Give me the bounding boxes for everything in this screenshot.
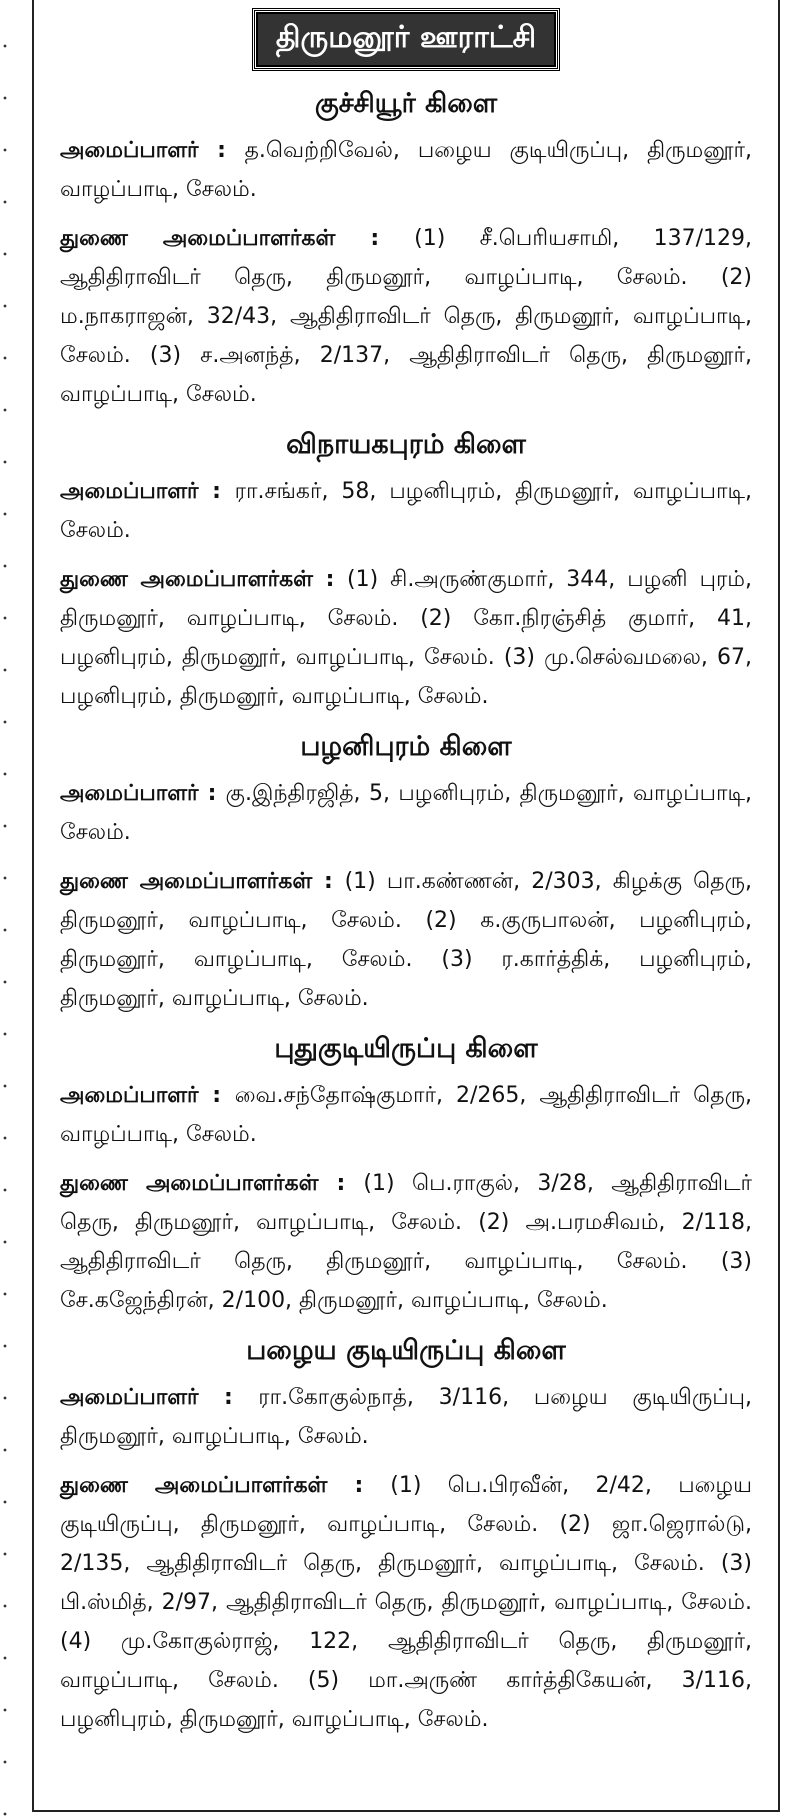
- deputies-label: துணை அமைப்பாளர்கள் :: [60, 869, 345, 894]
- deputies-entry: [60, 1164, 752, 1320]
- leader-text: த.வெற்றிவேல், பழைய குடியிருப்பு, திருமனூர், வாழப்பாடி, சேலம்.: [60, 138, 752, 202]
- section-title: குச்சியூர் கிளை: [314, 88, 498, 119]
- leader-label: அமைப்பாளர் :: [60, 1385, 258, 1410]
- banner-title: திருமனூர் ஊராட்சி: [256, 12, 556, 67]
- banner-wrap: [34, 0, 778, 67]
- article-content: [34, 67, 778, 1739]
- section-2: [60, 428, 752, 716]
- leader-label: அமைப்பாளர் :: [60, 1083, 235, 1108]
- section-title: விநாயகபுரம் கிளை: [286, 429, 526, 460]
- deputies-entry: [60, 560, 752, 716]
- deputies-entry: [60, 1466, 752, 1739]
- deputies-text: (1) சீ.பெரியசாமி, 137/129, ஆதிதிராவிடர் தெரு, திருமனூர், வாழப்பாடி, சேலம். (2) ம.நாகராஜன், 32/43, ஆதிதிராவிடர் தெரு, திருமனூர், வாழப்பாடி, சேலம். (3) ச.அனந்த், 2/137, ஆதிதிராவிடர் தெரு, திருமனூர், வாழப்பாடி, சேலம்.: [60, 226, 752, 407]
- section-title: பழைய குடியிருப்பு கிளை: [246, 1335, 566, 1366]
- deputies-text: (1) பெ.பிரவீன், 2/42, பழைய குடியிருப்பு, திருமனூர், வாழப்பாடி, சேலம். (2) ஜா.ஜெரால்டு, 2/135, ஆதிதிராவிடர் தெரு, திருமனூர், வாழப்பாடி, சேலம். (3) பி.ஸ்மித், 2/97, ஆதிதிராவிடர் தெரு, திருமனூர், வாழப்பாடி, சேலம். (4) மு.கோகுல்ராஜ், 122, ஆதிதிராவிடர் தெரு, திருமனூர், வாழப்பாடி, சேலம். (5) மா.அருண் கார்த்திகேயன், 3/116, பழனிபுரம், திருமனூர், வாழப்பாடி, சேலம்.: [60, 1473, 752, 1732]
- deputies-text: (1) சி.அருண்குமார், 344, பழனி புரம், திருமனூர், வாழப்பாடி, சேலம். (2) கோ.நிரஞ்சித் குமார், 41, பழனிபுரம், திருமனூர், வாழப்பாடி, சேலம். (3) மு.செல்வமலை, 67, பழனிபுரம், திருமனூர், வாழப்பாடி, சேலம்.: [60, 567, 753, 709]
- deputies-label: துணை அமைப்பாளர்கள் :: [60, 226, 414, 251]
- deputies-text: (1) பா.கண்ணன், 2/303, கிழக்கு தெரு, திருமனூர், வாழப்பாடி, சேலம். (2) க.குருபாலன், பழனிபுரம், திருமனூர், வாழப்பாடி, சேலம். (3) ர.கார்த்திக், பழனிபுரம், திருமனூர், வாழப்பாடி, சேலம்.: [60, 869, 752, 1011]
- deputies-text: (1) பெ.ராகுல், 3/28, ஆதிதிராவிடர் தெரு, திருமனூர், வாழப்பாடி, சேலம். (2) அ.பரமசிவம், 2/118, ஆதிதிராவிடர் தெரு, திருமனூர், வாழப்பாடி, சேலம். (3) சே.கஜேந்திரன், 2/100, திருமனூர், வாழப்பாடி, சேலம்.: [60, 1171, 753, 1313]
- deputies-entry: [60, 862, 752, 1018]
- leader-text: ரா.கோகுல்நாத், 3/116, பழைய குடியிருப்பு, திருமனூர், வாழப்பாடி, சேலம்.: [60, 1385, 753, 1449]
- leader-label: அமைப்பாளர் :: [60, 138, 245, 163]
- leader-entry: [60, 131, 752, 209]
- leader-entry: [60, 472, 752, 550]
- section-title: புதுகுடியிருப்பு கிளை: [274, 1033, 538, 1064]
- deputies-label: துணை அமைப்பாளர்கள் :: [60, 1171, 363, 1196]
- leader-entry: [60, 1076, 752, 1154]
- leader-label: அமைப்பாளர் :: [60, 479, 235, 504]
- leader-label: அமைப்பாளர் :: [60, 781, 226, 806]
- section-5: [60, 1334, 752, 1739]
- leader-entry: [60, 774, 752, 852]
- deputies-entry: [60, 219, 752, 414]
- section-3: [60, 730, 752, 1018]
- section-title: பழனிபுரம் கிளை: [300, 731, 512, 762]
- deputies-label: துணை அமைப்பாளர்கள் :: [60, 1473, 390, 1498]
- deputies-label: துணை அமைப்பாளர்கள் :: [60, 567, 347, 592]
- leader-text: கு.இந்திரஜித், 5, பழனிபுரம், திருமனூர், வாழப்பாடி, சேலம்.: [60, 781, 752, 845]
- article-frame: [32, 0, 780, 1812]
- section-4: [60, 1032, 752, 1320]
- leader-text: வை.சந்தோஷ்குமார், 2/265, ஆதிதிராவிடர் தெரு, வாழப்பாடி, சேலம்.: [60, 1083, 752, 1147]
- margin-dots: [0, 0, 10, 1816]
- section-1: [60, 87, 752, 414]
- leader-entry: [60, 1378, 752, 1456]
- leader-text: ரா.சங்கர், 58, பழனிபுரம், திருமனூர், வாழப்பாடி, சேலம்.: [60, 479, 753, 543]
